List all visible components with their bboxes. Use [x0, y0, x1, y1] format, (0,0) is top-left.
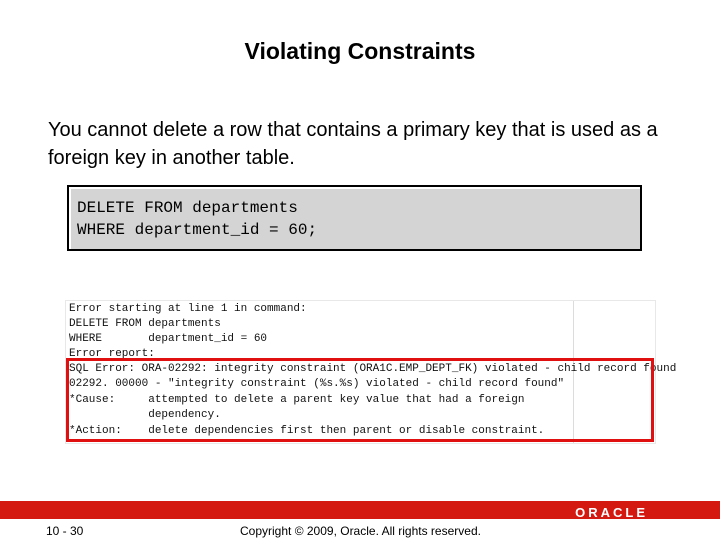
code-line: WHERE department_id = 60;	[77, 221, 318, 239]
output-line: SQL Error: ORA-02292: integrity constraint (ORA1C.EMP_DEPT_FK) violated - child record found	[69, 363, 677, 375]
output-line: WHERE department_id = 60	[69, 333, 268, 345]
code-line: DELETE FROM departments	[77, 199, 298, 217]
output-line: Error report:	[69, 348, 155, 360]
sql-code-box	[67, 185, 642, 251]
output-line: dependency.	[69, 409, 221, 421]
output-line: *Action: delete dependencies first then parent or disable constraint.	[69, 425, 545, 437]
copyright-text: Copyright © 2009, Oracle. All rights reserved.	[240, 524, 481, 538]
error-highlight-box	[66, 358, 654, 442]
output-line: 02292. 00000 - "integrity constraint (%s.%s) violated - child record found"	[69, 378, 565, 390]
output-line: *Cause: attempted to delete a parent key value that had a foreign	[69, 394, 525, 406]
slide-title: Violating Constraints	[244, 38, 476, 64]
output-line: DELETE FROM departments	[69, 318, 221, 330]
body-text: You cannot delete a row that contains a primary key that is used as a foreign key in another table.	[48, 119, 658, 169]
output-line: Error starting at line 1 in command:	[69, 303, 307, 315]
oracle-logo: ORACLE	[575, 505, 648, 520]
page-number: 10 - 30	[46, 524, 84, 538]
